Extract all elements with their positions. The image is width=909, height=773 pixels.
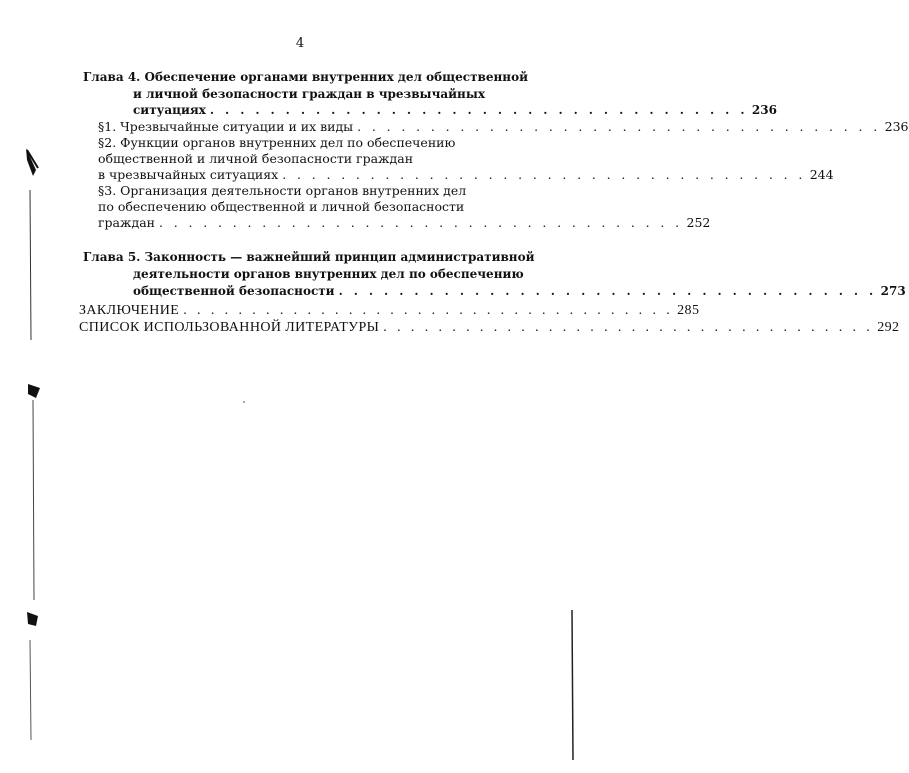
dot-leader: . . . . . . . . . . . . . . . . . . . . . . . . . . . . . . . . . . . . xyxy=(158,215,683,230)
chapter5-title-line1: Глава 5. Законность — важнейший принцип административной xyxy=(83,250,535,264)
section3-title-line1: §3. Организация деятельности органов внутренних дел xyxy=(98,183,467,198)
chapter4-title-line1: Глава 4. Обеспечение органами внутренних дел общественной xyxy=(83,70,528,84)
section2-title-line1: §2. Функции органов внутренних дел по обеспечению xyxy=(98,135,456,150)
section2-title-line3: в чрезвычайных ситуациях xyxy=(98,167,279,182)
dot-leader: . . . . . . . . . . . . . . . . . . . . . . . . . . . . . . . . . . . . xyxy=(282,167,806,182)
dot-leader: . . . . . . . . . . . . . . . . . . . . . . . . . . . . . . . . . . . . xyxy=(357,119,881,134)
section3-title-line2: по обеспечению общественной и личной безопасности xyxy=(98,199,465,214)
dot-leader: . . . . . . . . . . . . . . . . . . . . . . . . . . . . . . . . . . . . xyxy=(338,284,877,298)
conclusion-label: ЗАКЛЮЧЕНИЕ xyxy=(79,303,180,318)
section3-title-line3: граждан xyxy=(98,215,155,230)
section1-title: §1. Чрезвычайные ситуации и их виды xyxy=(98,119,354,134)
dot-leader: . . . . . . . . . . . . . . . . . . . . . . . . . . . . . . . . . . . . xyxy=(209,103,748,117)
bibliography-label: СПИСОК ИСПОЛЬЗОВАННОЙ ЛИТЕРАТУРЫ xyxy=(79,320,380,335)
chapter4-page: 236 xyxy=(751,103,777,117)
section2-title-line2: общественной и личной безопасности граждан xyxy=(98,151,414,166)
bibliography-page: 292 xyxy=(877,320,900,335)
chapter4-title-line3: ситуациях xyxy=(133,103,206,117)
conclusion-page: 285 xyxy=(677,303,700,318)
dot-leader: . . . . . . . . . . . . . . . . . . . . . . . . . . . . . . . . . . . . xyxy=(383,320,874,335)
section1-page: 236 xyxy=(884,119,909,134)
page-number: 4 xyxy=(295,36,305,51)
dot-leader: . . . . . . . . . . . . . . . . . . . . . . . . . . . . . . . . . . . . xyxy=(183,303,674,318)
chapter5-page: 273 xyxy=(880,284,906,298)
chapter5-title-line2: деятельности органов внутренних дел по обеспечению xyxy=(133,267,524,281)
chapter5-title-line3: общественной безопасности xyxy=(133,284,335,298)
section2-page: 244 xyxy=(809,167,834,182)
chapter4-title-line2: и личной безопасности граждан в чрезвычайных xyxy=(133,87,486,101)
section3-page: 252 xyxy=(686,215,711,230)
